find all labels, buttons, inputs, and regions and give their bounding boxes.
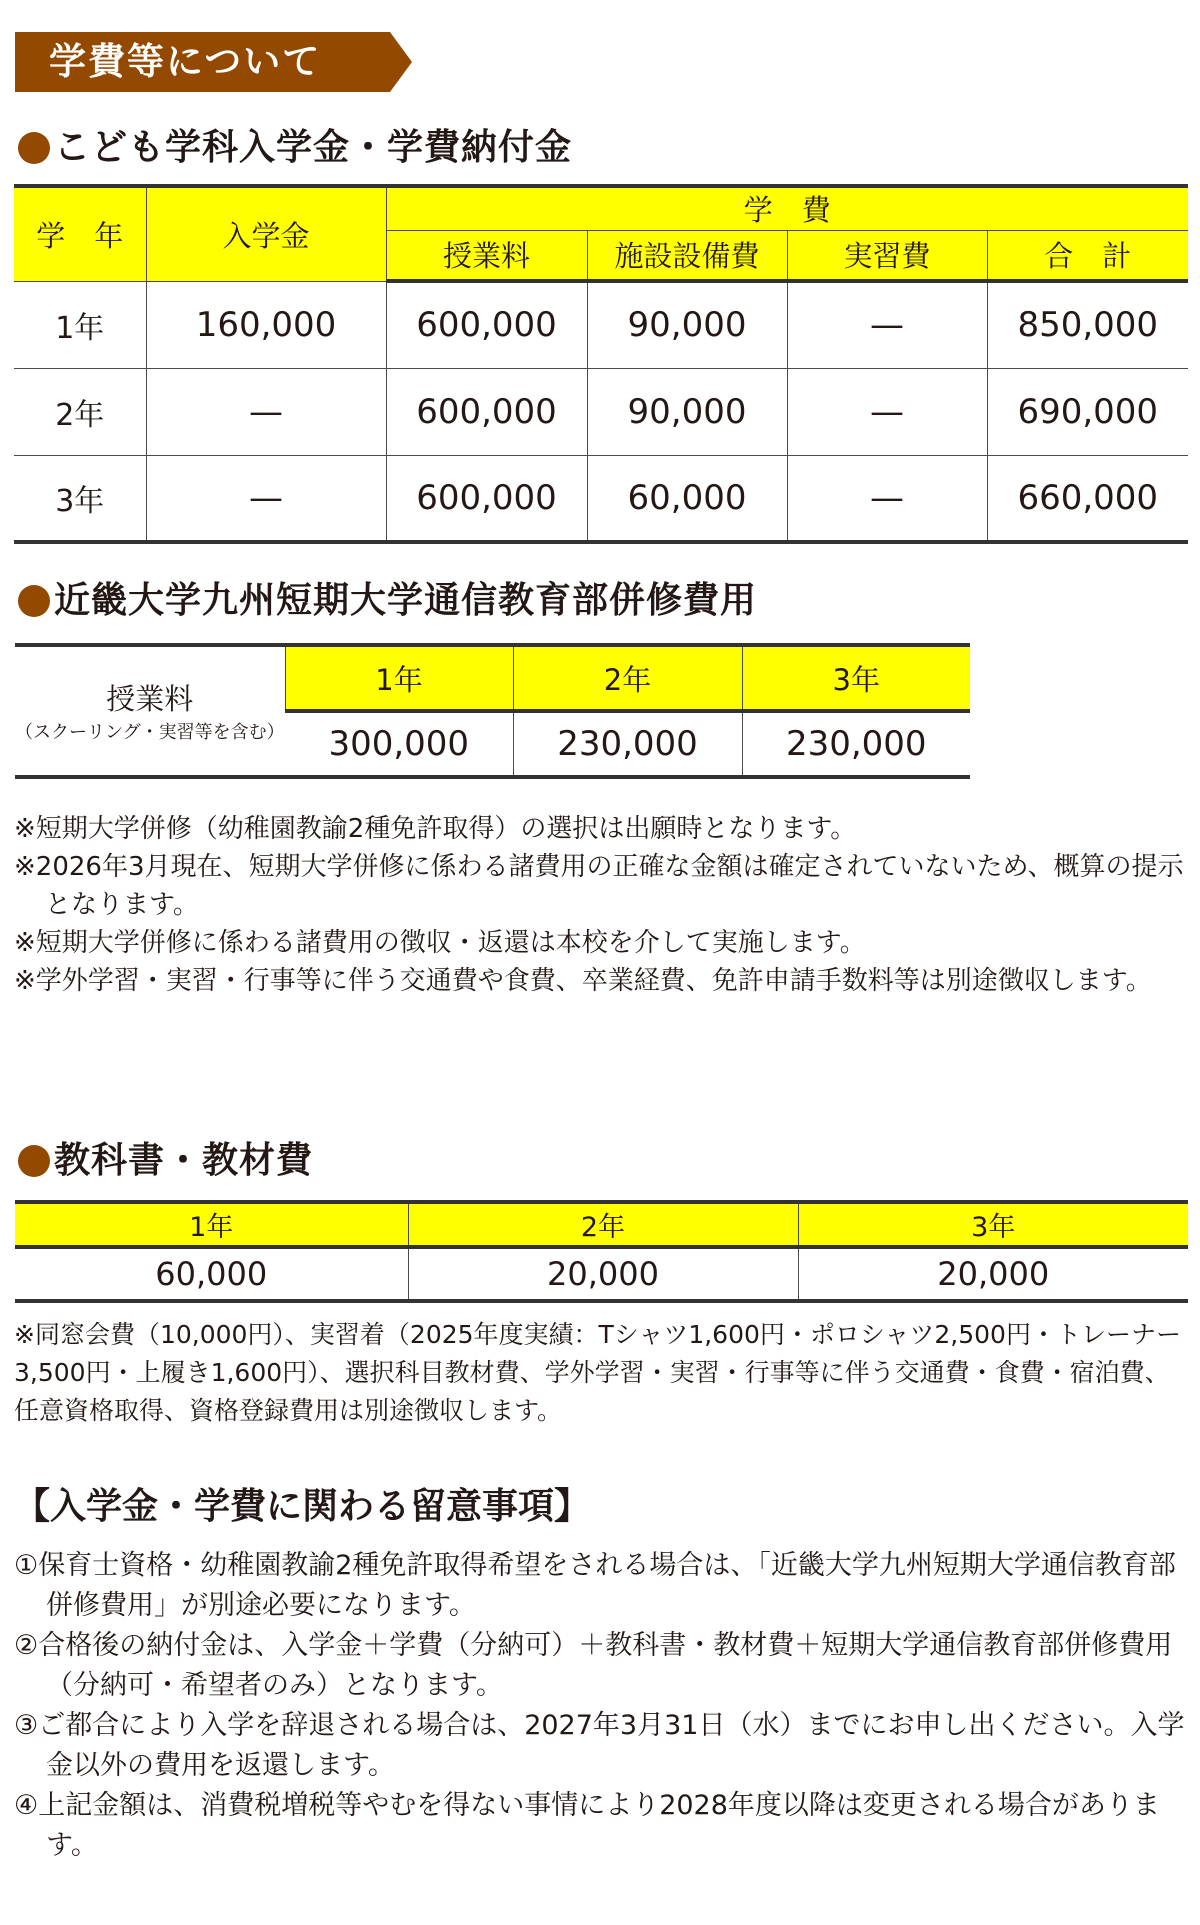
header-year-2: 2年 bbox=[408, 1202, 798, 1247]
bullet-circle-icon bbox=[18, 132, 50, 164]
value-year-2: 20,000 bbox=[408, 1247, 798, 1301]
section-heading-tuition bbox=[18, 126, 572, 170]
header-year-3: 3年 bbox=[798, 1202, 1188, 1247]
cell-tuition: 600,000 bbox=[386, 368, 587, 455]
banner-title: 学費等について bbox=[49, 40, 322, 83]
cell-admission: — bbox=[146, 455, 386, 542]
textbook-fee-table bbox=[15, 1200, 1188, 1303]
header-year: 学 年 bbox=[14, 186, 146, 281]
cell-practicum: — bbox=[787, 281, 987, 368]
bullet-circle-icon bbox=[18, 585, 50, 617]
caution-title: 【入学金・学費に関わる留意事項】 bbox=[14, 1486, 591, 1527]
header-practicum: 実習費 bbox=[787, 230, 987, 281]
caution-item: ④上記金額は、消費税増税等やむを得ない事情により2028年度以降は変更される場合があります。 bbox=[14, 1790, 1160, 1861]
label-sub: （スクーリング・実習等を含む） bbox=[15, 722, 285, 743]
bullet-circle-icon bbox=[18, 1145, 50, 1177]
textbook-note: ※同窓会費（10,000円）、実習着（2025年度実績：Tシャツ1,600円・ポロシャツ2,500円・トレーナー3,500円・上履き1,600円）、選択科目教材費、学外学習・実習・行事等に伴う交通費・食費・宿泊費、任意資格取得、資格登録費用は別途徴収します。 bbox=[14, 1320, 1181, 1425]
label-main: 授業料 bbox=[106, 682, 194, 716]
section-heading-junior-college bbox=[18, 579, 757, 623]
junior-college-notes bbox=[14, 810, 1194, 1000]
table-row bbox=[14, 455, 1188, 542]
header-admission: 入学金 bbox=[146, 186, 386, 281]
value-year-3: 20,000 bbox=[798, 1247, 1188, 1301]
caution-item: ①保育士資格・幼稚園教諭2種免許取得希望をされる場合は、「近畿大学九州短期大学通信教育部併修費用」が別途必要になります。 bbox=[14, 1550, 1176, 1621]
cell-year: 1年 bbox=[14, 281, 146, 368]
value-year-3: 230,000 bbox=[742, 711, 970, 777]
tuition-label-cell bbox=[15, 645, 285, 777]
value-year-1: 300,000 bbox=[285, 711, 513, 777]
heading-text: 教科書・教材費 bbox=[54, 1140, 314, 1181]
caution-item: ②合格後の納付金は、入学金＋学費（分納可）＋教科書・教材費＋短期大学通信教育部併修費用（分納可・希望者のみ）となります。 bbox=[14, 1630, 1173, 1701]
header-year-1: 1年 bbox=[15, 1202, 408, 1247]
cell-tuition: 600,000 bbox=[386, 455, 587, 542]
note-item: ※短期大学併修（幼稚園教諭2種免許取得）の選択は出願時となります。 bbox=[14, 814, 857, 844]
note-item: ※2026年3月現在、短期大学併修に係わる諸費用の正確な金額は確定されていないため、概算の提示となります。 bbox=[14, 852, 1184, 920]
table-row bbox=[14, 281, 1188, 368]
cell-facility: 90,000 bbox=[587, 368, 787, 455]
cell-total: 660,000 bbox=[987, 455, 1188, 542]
cell-facility: 90,000 bbox=[587, 281, 787, 368]
heading-text: こども学科入学金・学費納付金 bbox=[54, 127, 573, 168]
cell-year: 3年 bbox=[14, 455, 146, 542]
caution-list bbox=[14, 1546, 1194, 1866]
junior-college-fee-table bbox=[15, 643, 970, 779]
cell-practicum: — bbox=[787, 368, 987, 455]
value-year-1: 60,000 bbox=[15, 1247, 408, 1301]
section-banner bbox=[15, 32, 412, 92]
tuition-table bbox=[14, 184, 1188, 544]
header-year-1: 1年 bbox=[285, 645, 513, 711]
cell-tuition: 600,000 bbox=[386, 281, 587, 368]
cell-practicum: — bbox=[787, 455, 987, 542]
section-heading-textbooks bbox=[18, 1139, 313, 1183]
header-total: 合 計 bbox=[987, 230, 1188, 281]
cell-admission: 160,000 bbox=[146, 281, 386, 368]
cell-admission: — bbox=[146, 368, 386, 455]
cell-total: 690,000 bbox=[987, 368, 1188, 455]
cell-total: 850,000 bbox=[987, 281, 1188, 368]
cell-year: 2年 bbox=[14, 368, 146, 455]
header-facility: 施設設備費 bbox=[587, 230, 787, 281]
table-row bbox=[14, 368, 1188, 455]
note-item: ※学外学習・実習・行事等に伴う交通費や食費、卒業経費、免許申請手数料等は別途徴収します。 bbox=[14, 966, 1152, 996]
header-tuition: 授業料 bbox=[386, 230, 587, 281]
note-item: ※短期大学併修に係わる諸費用の徴収・返還は本校を介して実施します。 bbox=[14, 928, 866, 958]
cell-facility: 60,000 bbox=[587, 455, 787, 542]
heading-text: 近畿大学九州短期大学通信教育部併修費用 bbox=[54, 580, 758, 621]
header-year-3: 3年 bbox=[742, 645, 970, 711]
header-tuition-group: 学 費 bbox=[386, 186, 1188, 230]
value-year-2: 230,000 bbox=[513, 711, 742, 777]
caution-item: ③ご都合により入学を辞退される場合は、2027年3月31日（水）までにお申し出ください。入学金以外の費用を返還します。 bbox=[14, 1710, 1185, 1781]
header-year-2: 2年 bbox=[513, 645, 742, 711]
